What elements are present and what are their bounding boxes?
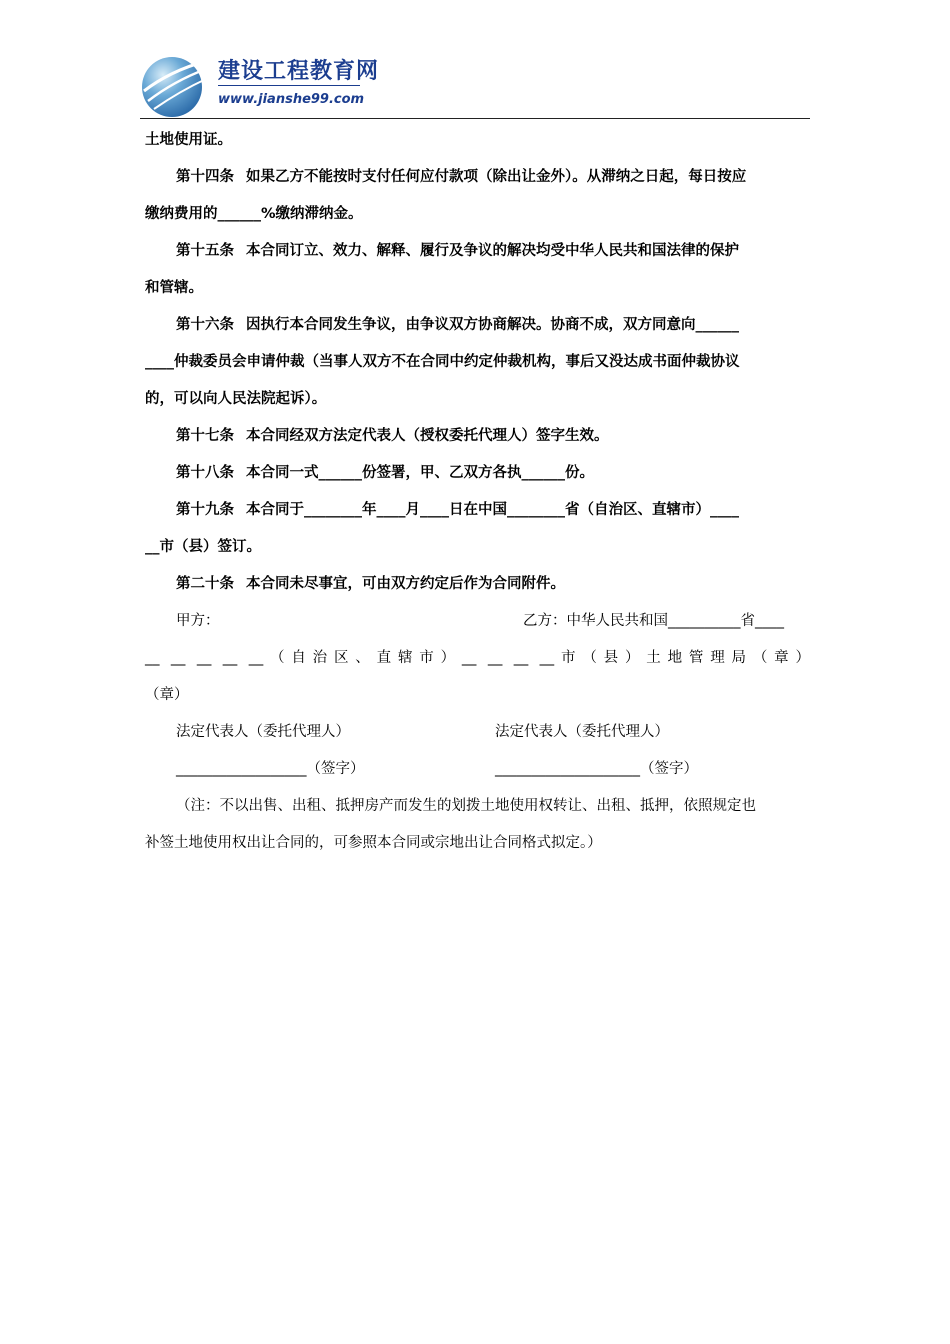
seal-label: （章） [145, 687, 189, 703]
site-url[interactable]: www.jianshe99.com [218, 92, 365, 107]
article-text: 本合同订立、效力、解释、履行及争议的解决均受中华人民共和国法律的保护 [246, 243, 739, 259]
paragraph-line: 土地使用证。 [145, 132, 232, 148]
site-header [140, 48, 810, 120]
admin-line: __ __ __ __ __（自治区、直辖市）__ __ __ __市（县）土地管理局（章） [145, 650, 810, 666]
rep-b-label: 法定代表人（委托代理人） [495, 724, 669, 740]
article-label: 第二十条 [176, 576, 234, 592]
representative-row [145, 714, 810, 751]
contract-body [145, 122, 810, 862]
party-a-label: 甲方： [176, 613, 220, 629]
article-16-cont: 的，可以向人民法院起诉）。 [145, 391, 327, 407]
article-label: 第十七条 [176, 428, 234, 444]
site-name: 建设工程教育网 [218, 59, 380, 84]
rep-a-label: 法定代表人（委托代理人） [176, 724, 350, 740]
article-text: 因执行本合同发生争议，由争议双方协商解决。协商不成，双方同意向______ [246, 317, 739, 333]
article-14-cont: 缴纳费用的______%缴纳滞纳金。 [145, 206, 363, 222]
sign-b-line: ____________________（签字） [495, 761, 698, 777]
article-label: 第十九条 [176, 502, 234, 518]
article-20 [145, 566, 810, 603]
article-14 [145, 159, 810, 196]
header-underline [218, 85, 360, 86]
article-text: 本合同一式______份签署，甲、乙双方各执______份。 [246, 465, 594, 481]
article-text: 本合同未尽事宜，可由双方约定后作为合同附件。 [246, 576, 565, 592]
article-label: 第十八条 [176, 465, 234, 481]
article-text: 本合同于________年____月____日在中国________省（自治区、直辖市）____ [246, 502, 739, 518]
article-text: 如果乙方不能按时支付任何应付款项（除出让金外）。从滞纳之日起，每日按应 [246, 169, 747, 185]
article-18 [145, 455, 810, 492]
header-divider [140, 118, 810, 119]
article-19-cont: __市（县）签订。 [145, 539, 261, 555]
article-16 [145, 307, 810, 344]
article-text: 本合同经双方法定代表人（授权委托代理人）签字生效。 [246, 428, 609, 444]
article-17 [145, 418, 810, 455]
article-label: 第十六条 [176, 317, 234, 333]
sign-a-line: __________________（签字） [176, 761, 365, 777]
article-label: 第十四条 [176, 169, 234, 185]
article-16-cont: ____仲裁委员会申请仲裁（当事人双方不在合同中约定仲裁机构，事后又没达成书面仲裁协议 [145, 354, 740, 370]
article-15 [145, 233, 810, 270]
party-row [145, 603, 810, 640]
globe-logo-icon [140, 51, 208, 119]
note-line: （注：不以出售、出租、抵押房产而发生的划拨土地使用权转让、出租、抵押，依照规定也 [176, 798, 756, 814]
signature-row [145, 751, 810, 788]
article-label: 第十五条 [176, 243, 234, 259]
article-19 [145, 492, 810, 529]
party-b-label: 乙方：中华人民共和国__________省____ [523, 613, 784, 629]
note-line-cont: 补签土地使用权出让合同的，可参照本合同或宗地出让合同格式拟定。） [145, 835, 602, 851]
article-15-cont: 和管辖。 [145, 280, 203, 296]
